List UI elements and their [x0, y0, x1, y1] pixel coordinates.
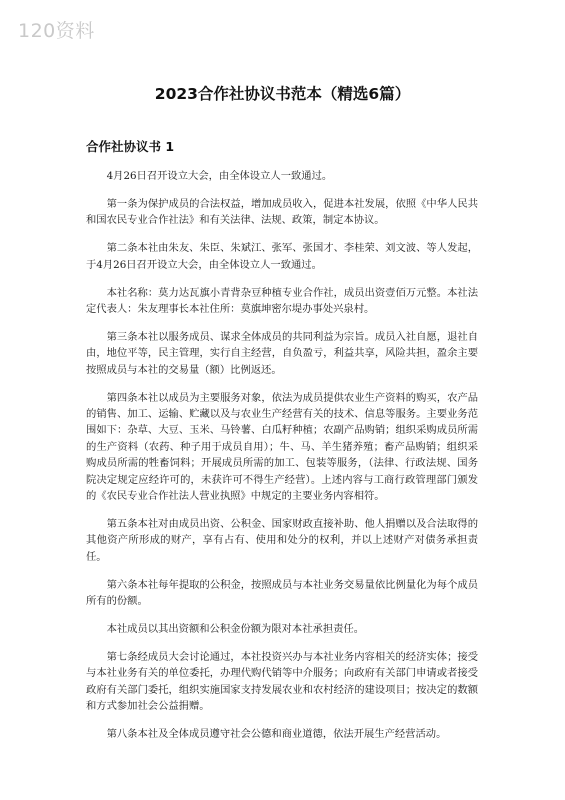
paragraph: 本社成员以其出资额和公积金份额为限对本社承担责任。 — [106, 622, 365, 635]
paragraph: 第二条本社由朱友、朱臣、朱斌江、张军、张国才、李桂荣、刘文波、等人发起，于4月26日召开设立大会，由全体设立人一致通过。 — [86, 242, 478, 271]
paragraph: 4月26日召开设立大会，由全体设立人一致通过。 — [106, 170, 333, 182]
document-title: 2023合作社协议书范本（精选6篇） — [154, 85, 411, 103]
paragraph: 第六条本社每年提取的公积金，按照成员与本社业务交易量依比例量化为每个成员所有的份额。 — [86, 578, 478, 608]
paragraph: 第三条本社以服务成员、谋求全体成员的共同利益为宗旨。成员入社自愿，退社自由，地位平等，民主管理，实行自主经营，自负盈亏，利益共享，风险共担，盈余主要按照成员与本社的交易量（额）比例返还。 — [86, 330, 478, 376]
document-body — [86, 168, 478, 754]
watermark-logo: 120资料 — [18, 20, 95, 42]
paragraph: 第四条本社以成员为主要服务对象，依法为成员提供农业生产资料的购买，农产品的销售、加工、运输、贮藏以及与农业生产经营有关的技术、信息等服务。主要业务范围如下：杂草、大豆、玉米、马铃薯、白瓜籽种植；农副产品购销；组织采购成员所需的生产资料（农药、种子用于成员自用）；牛、马、羊生猪养殖；畜产品购销；组织采购成员所需的牲畜饲料；开展成员所需的加工、包装等服务，（法律、行政法规、国务院决定规定应经许可的，未获许可不得生产经营）。上述内容与工商行政管理部门颁发的《农民专业合作社法人营业执照》中规定的主要业务内容相符。 — [86, 391, 478, 502]
paragraph: 第一条为保护成员的合法权益，增加成员收入，促进本社发展，依照《中华人民共和国农民专业合作社法》和有关法律、法规、政策，制定本协议。 — [86, 197, 478, 227]
section-heading: 合作社协议书 1 — [86, 139, 175, 154]
paragraph: 本社名称：莫力达瓦旗小青背杂豆种植专业合作社，成员出资壹佰万元整。本社法定代表人：朱友理事长本社住所：莫旗坤密尔堤办事处兴泉村。 — [86, 286, 478, 315]
paragraph: 第七条经成员大会讨论通过，本社投资兴办与本社业务内容相关的经济实体；接受与本社业务有关的单位委托，办理代购代销等中介服务；向政府有关部门申请或者接受政府有关部门委托，组织实施国家支持发展农业和农村经济的建设项目；按决定的数额和方式参加社会公益捐赠。 — [86, 650, 478, 713]
paragraph: 第五条本社对由成员出资、公积金、国家财政直接补助、他人捐赠以及合法取得的其他资产所形成的财产，享有占有、使用和处分的权利，并以上述财产对债务承担责任。 — [86, 517, 478, 563]
paragraph: 第八条本社及全体成员遵守社会公德和商业道德，依法开展生产经营活动。 — [106, 727, 447, 740]
